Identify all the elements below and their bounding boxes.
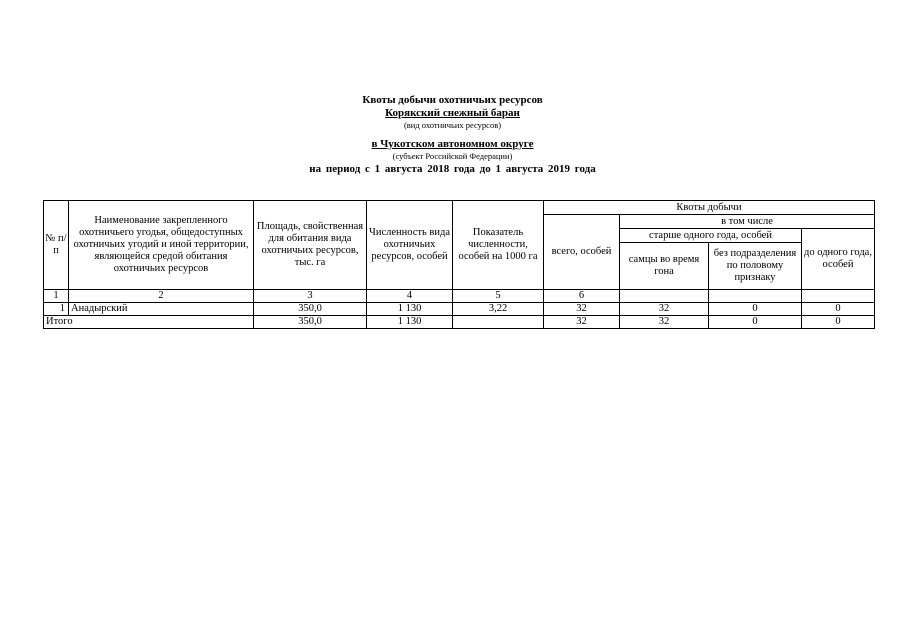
header-num: № п/п <box>44 201 69 290</box>
row-total: 32 <box>544 303 620 316</box>
row-males: 32 <box>620 303 709 316</box>
totals-under-one: 0 <box>802 316 875 329</box>
region-caption: (субъект Российской Федерации) <box>392 151 513 161</box>
header-population: Численность вида охотничьих ресурсов, особей <box>367 201 453 290</box>
totals-area: 350,0 <box>254 316 367 329</box>
header-older-group: старше одного года, особей <box>620 229 802 243</box>
column-number-row <box>44 290 875 303</box>
header-name: Наименование закрепленного охотничьего угодья, общедоступных охотничьих угодий и иной территории, являющейся средой обитания охотничьих ресурсов <box>69 201 254 290</box>
column-number: 6 <box>544 290 620 303</box>
period-line: на период с 1 августа 2018 года до 1 августа 2019 года <box>309 163 596 175</box>
row-population: 1 130 <box>367 303 453 316</box>
header-total: всего, особей <box>544 215 620 290</box>
column-number: 5 <box>453 290 544 303</box>
species-caption: (вид охотничьих ресурсов) <box>403 120 502 130</box>
column-number <box>620 290 709 303</box>
header-density: Показатель численности, особей на 1000 га <box>453 201 544 290</box>
totals-label: Итого <box>44 316 254 329</box>
totals-density <box>453 316 544 329</box>
totals-row <box>44 316 875 329</box>
quota-table <box>43 200 875 329</box>
totals-males: 32 <box>620 316 709 329</box>
header-area: Площадь, свойственная для обитания вида охотничьих ресурсов, тыс. га <box>254 201 367 290</box>
row-area: 350,0 <box>254 303 367 316</box>
totals-no-sex: 0 <box>709 316 802 329</box>
header-including: в том числе <box>620 215 875 229</box>
totals-total: 32 <box>544 316 620 329</box>
column-number: 4 <box>367 290 453 303</box>
column-number: 1 <box>44 290 69 303</box>
header-males: самцы во время гона <box>620 243 709 290</box>
row-density: 3,22 <box>453 303 544 316</box>
totals-population: 1 130 <box>367 316 453 329</box>
column-number <box>709 290 802 303</box>
table-row <box>44 303 875 316</box>
row-under-one: 0 <box>802 303 875 316</box>
header-under-one: до одного года, особей <box>802 229 875 290</box>
column-number: 2 <box>69 290 254 303</box>
species-name: Корякский снежный баран <box>385 107 520 119</box>
region-name: в Чукотском автономном округе <box>371 138 534 150</box>
header-no-sex: без подразделения по половому признаку <box>709 243 802 290</box>
column-number: 3 <box>254 290 367 303</box>
row-no-sex: 0 <box>709 303 802 316</box>
row-name: Анадырский <box>69 303 254 316</box>
header-quota-group: Квоты добычи <box>544 201 875 215</box>
column-number <box>802 290 875 303</box>
document-header <box>0 94 905 176</box>
row-num: 1 <box>44 303 69 316</box>
document-title: Квоты добычи охотничьих ресурсов <box>362 94 543 106</box>
